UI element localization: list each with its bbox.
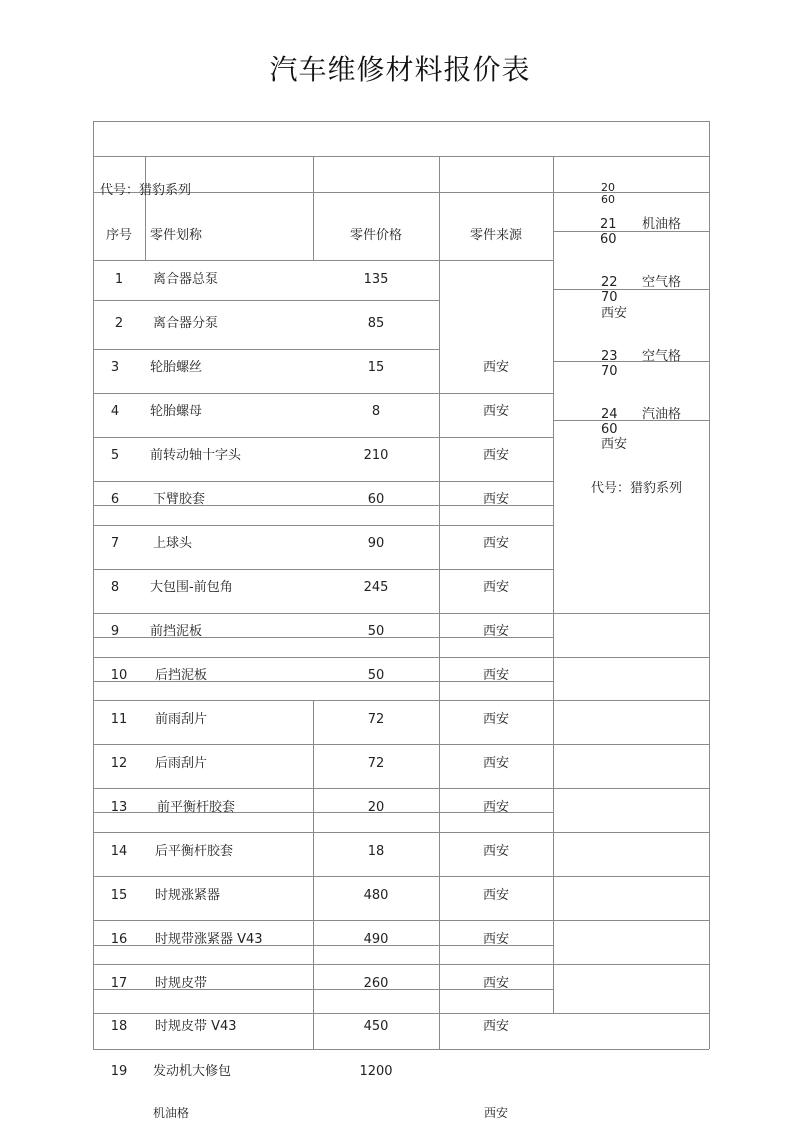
table-border-bottom: [93, 1049, 709, 1050]
side-seq: 20: [601, 181, 615, 194]
row-part-name: 时规涨紧器: [155, 888, 221, 903]
row-line: [93, 1013, 709, 1014]
side-price: 70: [601, 364, 618, 379]
row-part-name: 后平衡杆胶套: [155, 844, 234, 859]
row-part-name: 离合器分泵: [153, 316, 219, 331]
row-price: 490: [363, 932, 389, 947]
row-part-name: 前转动轴十字头: [150, 448, 242, 463]
row-line: [93, 300, 439, 301]
row-part-name: 时规带涨紧器 V43: [155, 932, 263, 947]
row-seq: 18: [110, 1019, 128, 1034]
side-price: 60: [601, 422, 618, 437]
row-line: [93, 349, 439, 350]
table-border-right: [709, 121, 710, 1049]
column-divider-price: [313, 700, 314, 1049]
header-name: 零件划称: [150, 228, 203, 243]
row-seq: 2: [114, 316, 124, 331]
row-part-name: 时规皮带: [155, 976, 208, 991]
row-line: [93, 744, 709, 745]
row-line: [93, 964, 709, 965]
row-source: 西安: [482, 932, 509, 947]
footer-part-name: 机油格: [153, 1106, 190, 1120]
side-price: 60: [600, 232, 617, 247]
row-seq: 4: [110, 404, 120, 419]
row-line: [93, 437, 553, 438]
row-seq: 6: [110, 492, 120, 507]
row-price: 260: [363, 976, 389, 991]
row-seq: 1: [114, 272, 124, 287]
row-source: 西安: [482, 404, 509, 419]
row-line: [93, 569, 553, 570]
row-source: 西安: [482, 712, 509, 727]
row-seq: 16: [110, 932, 128, 947]
row-seq: 8: [110, 580, 120, 595]
row-line: [93, 613, 709, 614]
header-row-line: [93, 260, 553, 261]
row-line: [93, 832, 709, 833]
row-source: 西安: [482, 624, 509, 639]
row-part-name: 时规皮带 V43: [155, 1019, 237, 1034]
strike-line: [553, 289, 709, 290]
row-line: [93, 657, 709, 658]
series-code-label: 代号：猎豹系列: [100, 183, 192, 198]
row-seq: 10: [110, 668, 128, 683]
row-seq: 5: [110, 448, 120, 463]
row-line: [93, 525, 553, 526]
header-seq: 序号: [105, 228, 132, 243]
strike-line: [553, 231, 709, 232]
row-price: 50: [367, 624, 385, 639]
header-band-line: [93, 156, 709, 157]
row-source: 西安: [482, 668, 509, 683]
row-line: [93, 481, 553, 482]
row-part-name: 后挡泥板: [155, 668, 208, 683]
row-price: 72: [367, 756, 385, 771]
side-source: 西安: [601, 306, 628, 321]
row-seq: 11: [110, 712, 128, 727]
row-seq: 9: [110, 624, 120, 639]
row-part-name: 轮胎螺丝: [150, 360, 203, 375]
side-seq: 22: [601, 275, 618, 290]
side-price: 70: [601, 290, 618, 305]
column-divider-3: [439, 156, 440, 1049]
side-source: 西安: [601, 437, 628, 452]
side-price: 60: [601, 193, 615, 206]
row-part-name: 发动机大修包: [153, 1064, 232, 1079]
row-price: 450: [363, 1019, 389, 1034]
row-seq: 12: [110, 756, 128, 771]
footer-source: 西安: [483, 1106, 508, 1120]
column-divider-4: [553, 156, 554, 1013]
row-source: 西安: [482, 492, 509, 507]
row-part-name: 上球头: [153, 536, 193, 551]
row-source: 西安: [482, 976, 509, 991]
row-source: 西安: [482, 844, 509, 859]
strike-line: [553, 420, 709, 421]
column-divider-1: [145, 156, 146, 260]
row-part-name: 后雨刮片: [155, 756, 208, 771]
row-price: 245: [363, 580, 389, 595]
side-part-name: 汽油格: [642, 407, 682, 422]
row-price: 20: [367, 800, 385, 815]
side-seq: 24: [601, 407, 618, 422]
side-seq: 23: [601, 349, 618, 364]
row-price: 72: [367, 712, 385, 727]
row-seq: 13: [110, 800, 128, 815]
row-price: 210: [363, 448, 389, 463]
row-source: 西安: [482, 448, 509, 463]
table-border-top: [93, 121, 709, 122]
row-price: 15: [367, 360, 385, 375]
row-part-name: 前雨刮片: [155, 712, 208, 727]
row-source: 西安: [482, 580, 509, 595]
row-line: [93, 393, 553, 394]
row-price: 18: [367, 844, 385, 859]
row-price: 90: [367, 536, 385, 551]
row-price: 8: [371, 404, 381, 419]
row-line: [93, 788, 709, 789]
row-source: 西安: [482, 800, 509, 815]
row-source: 西安: [482, 360, 509, 375]
row-price: 135: [363, 272, 389, 287]
header-source: 零件来源: [469, 228, 522, 243]
row-part-name: 离合器总泵: [153, 272, 219, 287]
row-seq: 19: [110, 1064, 128, 1079]
row-seq: 14: [110, 844, 128, 859]
row-line: [93, 920, 709, 921]
row-price: 50: [367, 668, 385, 683]
side-part-name: 机油格: [642, 217, 682, 232]
row-part-name: 轮胎螺母: [150, 404, 203, 419]
side-series-code-label: 代号：猎豹系列: [591, 481, 683, 496]
row-part-name: 前挡泥板: [150, 624, 203, 639]
row-part-name: 前平衡杆胶套: [157, 800, 236, 815]
row-source: 西安: [482, 888, 509, 903]
side-part-name: 空气格: [642, 275, 682, 290]
column-divider-2: [313, 156, 314, 260]
row-line: [93, 700, 709, 701]
row-source: 西安: [482, 536, 509, 551]
row-price: 1200: [359, 1064, 393, 1079]
row-part-name: 下臂胶套: [153, 492, 206, 507]
strike-line: [553, 361, 709, 362]
header-price: 零件价格: [349, 228, 402, 243]
row-part-name: 大包围-前包角: [150, 580, 233, 595]
row-seq: 17: [110, 976, 128, 991]
row-line: [93, 876, 709, 877]
row-price: 480: [363, 888, 389, 903]
row-seq: 7: [110, 536, 120, 551]
row-price: 85: [367, 316, 385, 331]
side-seq: 21: [600, 217, 617, 232]
row-seq: 3: [110, 360, 120, 375]
side-part-name: 空气格: [642, 349, 682, 364]
row-price: 60: [367, 492, 385, 507]
row-source: 西安: [482, 756, 509, 771]
row-source: 西安: [482, 1019, 509, 1034]
document-title: 汽车维修材料报价表: [269, 53, 531, 86]
row-seq: 15: [110, 888, 128, 903]
